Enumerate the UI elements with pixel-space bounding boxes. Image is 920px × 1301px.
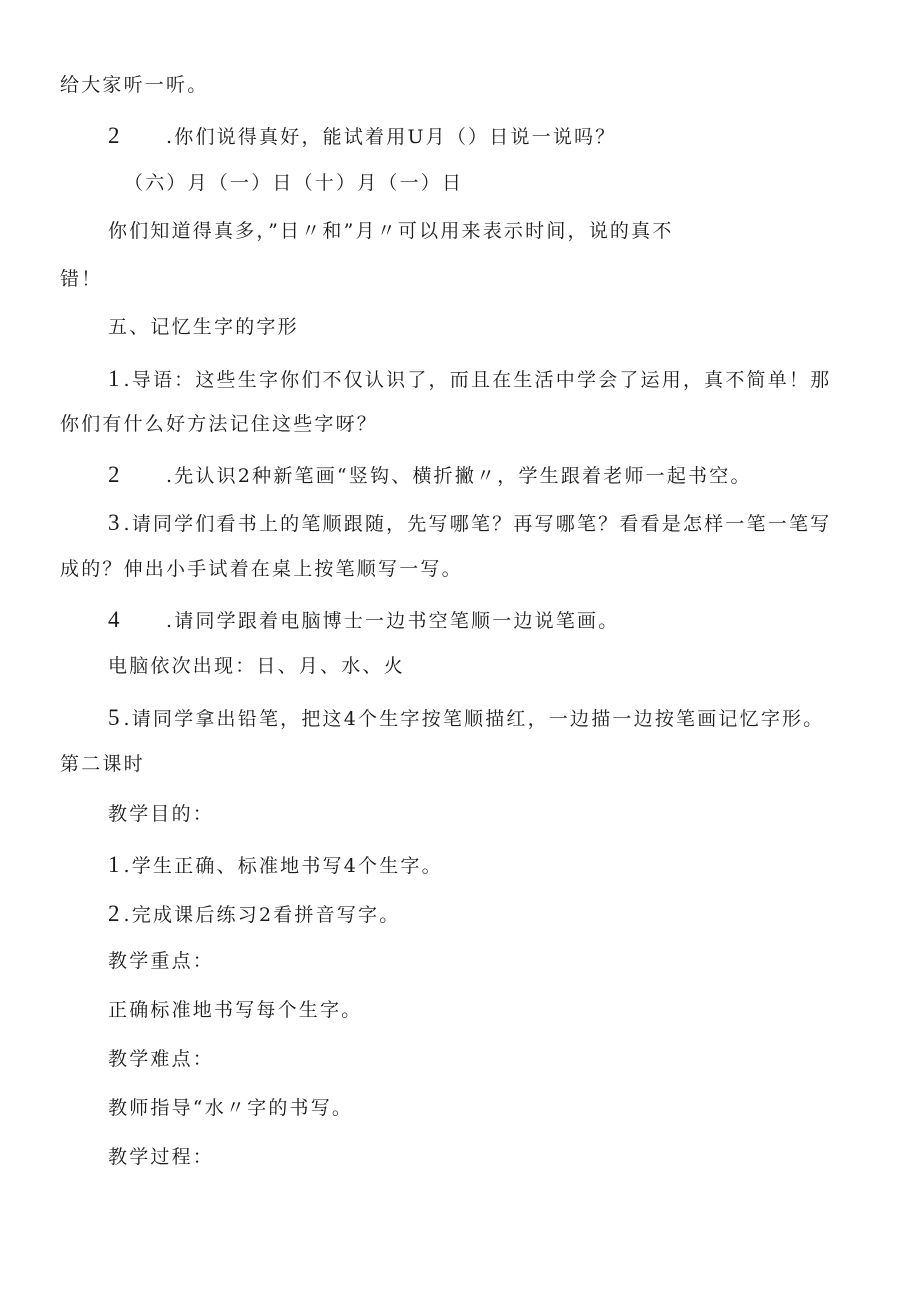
line-text: .请同学拿出铅笔，把这4个生字按笔顺描红，一边描一边按笔画记忆字形。 — [123, 708, 825, 730]
item-number: 1 — [108, 852, 120, 877]
numbered-item — [108, 902, 400, 925]
paragraph-line — [60, 270, 102, 289]
paragraph-line — [108, 1148, 214, 1167]
paragraph-line — [60, 415, 378, 434]
paragraph-line — [108, 1099, 353, 1118]
line-text: .学生正确、标准地书写4个生字。 — [123, 855, 443, 877]
paragraph-line — [108, 805, 214, 824]
line-text: .先认识2种新笔画“竖钩、横折撇〃，学生跟着老师一起书空。 — [166, 465, 752, 487]
line-text: 教学难点： — [108, 1048, 215, 1070]
line-text: 教学重点： — [108, 950, 215, 972]
line-text: 你们知道得真多，”日〃和”月〃可以用来表示时间，说的真不 — [108, 220, 674, 242]
paragraph-line — [124, 174, 463, 193]
line-text: 你们有什么好方法记住这些字呀？ — [60, 413, 379, 435]
line-text: 教学目的： — [108, 803, 215, 825]
section-heading — [60, 755, 145, 774]
heading-text: 第二课时 — [60, 753, 145, 775]
line-text: 给大家听一听。 — [60, 74, 209, 96]
paragraph-line — [108, 1001, 362, 1020]
item-number: 4 — [108, 607, 120, 632]
numbered-item — [108, 124, 616, 147]
line-text: 教师指导“水〃字的书写。 — [108, 1097, 354, 1119]
line-text: （六）月（一）日（十）月（一）日 — [124, 172, 464, 194]
paragraph-line — [108, 952, 214, 971]
line-text: 正确标准地书写每个生字。 — [108, 999, 363, 1021]
item-number: 3 — [108, 510, 120, 535]
paragraph-line — [108, 1050, 214, 1069]
paragraph-line — [60, 76, 208, 95]
paragraph-line — [60, 560, 463, 579]
numbered-item — [108, 853, 443, 876]
line-text: 成的？伸出小手试着在桌上按笔顺写一写。 — [60, 558, 463, 580]
section-heading — [108, 318, 299, 337]
numbered-item — [108, 706, 824, 729]
item-number: 2 — [108, 901, 120, 926]
line-text: .导语：这些生字你们不仅认识了，而且在生活中学会了运用，真不简单！那 — [123, 369, 832, 391]
item-number: 5 — [108, 705, 120, 730]
item-number: 1 — [108, 366, 120, 391]
line-text: 电脑依次出现：日、月、水、火 — [108, 655, 405, 677]
line-text: 教学过程： — [108, 1146, 215, 1168]
line-text: .请同学们看书上的笔顺跟随，先写哪笔？再写哪笔？看看是怎样一笔一笔写 — [123, 513, 832, 535]
paragraph-line — [108, 657, 405, 676]
line-text: 错！ — [60, 268, 103, 290]
numbered-item — [108, 463, 752, 486]
line-text: .请同学跟着电脑博士一边书空笔顺一边说笔画。 — [166, 610, 620, 632]
item-number: 2 — [108, 123, 120, 148]
numbered-item — [108, 511, 831, 534]
line-text: .你们说得真好，能试着用U月（）日说一说吗？ — [166, 126, 617, 148]
numbered-item — [108, 608, 619, 631]
item-number: 2 — [108, 462, 120, 487]
paragraph-line — [108, 222, 674, 241]
line-text: .完成课后练习2看拼音写字。 — [123, 904, 401, 926]
heading-text: 五、记忆生字的字形 — [108, 316, 299, 338]
numbered-item — [108, 367, 831, 390]
